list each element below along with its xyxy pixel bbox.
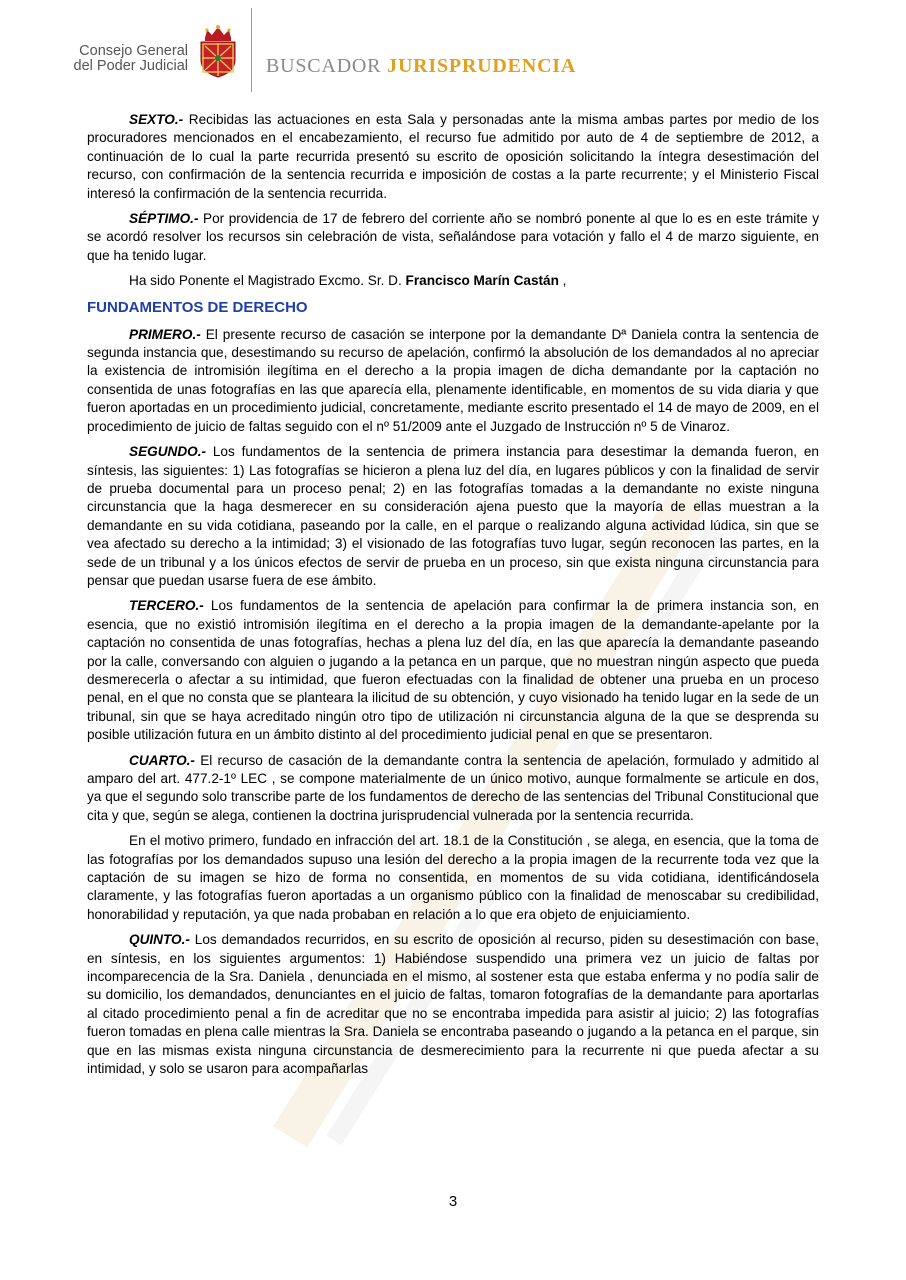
- fundamento-segundo: [87, 443, 819, 590]
- paragraph-text: Los demandados recurridos, en su escrito de oposición al recurso, piden su desestimación con base, en síntesis, en los siguientes argumentos: 1) Habiéndose suspendido una primera vez un juicio de faltas por incomparecencia de la Sra. Daniela , denunciada en el mismo, al sostener esta que estaba enferma y no podía salir de su domicilio, los demandados, denunciantes en el juicio de faltas, tomaron fotografías de la demandante para aportarlas al citado procedimiento penal a fin de acreditar que no se encontraba impedida para asistir al juicio; 2) las fotografías fueron tomadas en plena calle mientras la Sra. Daniela se encontraba paseando o jugando a la petanca en el parque, sin que en las mismas exista ninguna circunstancia de desmerecimiento para la recurrente ni que pueda afectar a su intimidad, y solo se usaron para acompañarlas: [87, 932, 819, 1077]
- fundamento-cuarto-motivo: [87, 832, 819, 924]
- org-line-1: Consejo General: [79, 43, 188, 59]
- cgpj-name: [62, 44, 188, 74]
- paragraph-label: SEXTO.-: [129, 112, 184, 127]
- paragraph-label: TERCERO.-: [129, 598, 204, 614]
- fundamento-quinto: [87, 931, 819, 1078]
- brand-buscador: BUSCADOR: [266, 55, 382, 77]
- navarra-crest-icon: [197, 24, 239, 78]
- paragraph-label: CUARTO.-: [129, 752, 195, 768]
- brand-jurisprudencia: JURISPRUDENCIA: [387, 55, 577, 77]
- paragraph-septimo: [87, 210, 819, 265]
- page-number: 3: [448, 1193, 458, 1210]
- paragraph-label: PRIMERO.-: [129, 326, 201, 342]
- paragraph-sexto: [87, 111, 819, 203]
- paragraph-text: El presente recurso de casación se interpone por la demandante Dª Daniela contra la sentencia de segunda instancia que, desestimando su recurso de apelación, confirmó la absolución de los demandados al no apreciar la existencia de intromisión ilegítima en el derecho a la propia imagen de dicha demandante por la captación no consentida de unas fotografías en las que aparecía ella, plenamente identificable, en momentos de su vida diaria y que fueron aportadas en un procedimiento judicial, concretamente, mediante escrito presentado el 14 de mayo de 2009, en el procedimiento de juicio de faltas seguido con el nº 51/2009 ante el Juzgado de Instrucción nº 5 de Vinaroz.: [87, 326, 819, 434]
- fundamento-cuarto: [87, 752, 819, 826]
- paragraph-text: El recurso de casación de la demandante contra la sentencia de apelación, formulado y admitido al amparo del art. 477.2-1º LEC , se compone materialmente de un único motivo, aunque formalmente se articule en dos, ya que el segundo solo transcribe parte de los fundamentos de derecho de las sentencias del Tribunal Constitucional que cita y que, según se alega, contienen la doctrina jurisprudencial vulnerada por la sentencia recurrida.: [87, 752, 819, 823]
- fundamento-tercero: [87, 597, 819, 744]
- header-divider: [251, 8, 252, 92]
- paragraph-text: Por providencia de 17 de febrero del corriente año se nombró ponente al que lo es en este trámite y se acordó resolver los recursos sin celebración de vista, señalándose para votación y fallo el 4 de marzo siguiente, en que ha tenido lugar.: [87, 211, 819, 263]
- fundamento-primero: [87, 326, 819, 436]
- page-header: [0, 0, 906, 100]
- document-body: [87, 111, 819, 1086]
- paragraph-text: Recibidas las actuaciones en esta Sala y personadas ante la misma ambas partes por medio de los procuradores mencionados en el encabezamiento, el recurso fue admitido por auto de 4 de septiembre de 2012, a continuación de lo cual la parte recurrida presentó su escrito de oposición solicitando la íntegra desestimación del recurso, con confirmación de la sentencia recurrida e imposición de costas a la parte recurrente; y el Ministerio Fiscal interesó la confirmación de la sentencia recurrida.: [87, 112, 819, 201]
- paragraph-label: SÉPTIMO.-: [129, 211, 199, 227]
- paragraph-text: Los fundamentos de la sentencia de primera instancia para desestimar la demanda fueron, en síntesis, las siguientes: 1) Las fotografías se hicieron a plena luz del día, en lugares públicos y con la finalidad de servir de prueba documental para un proceso penal; 2) en las fotografías tomadas a la demandante no existe ninguna circunstancia que la haga desmerecer en su consideración ajena puesto que la mayoría de ellas muestran a la demandante en su vida cotidiana, paseando por la calle, en el parque o realizando alguna actividad lúdica, sin que se vea afectado su derecho a la intimidad; 3) el visionado de las fotografías tuvo lugar, según reconocen las partes, en la sede de un tribunal y a los únicos efectos de servir de prueba en un proceso, sin que exista ninguna circunstancia para pensar que puedan usarse fuera de ese ámbito.: [87, 444, 819, 588]
- ponente-prefix: Ha sido Ponente el Magistrado Excmo. Sr. D.: [129, 273, 406, 289]
- ponente-suffix: ,: [558, 273, 567, 289]
- ponente-name: Francisco Marín Castán: [405, 273, 559, 289]
- paragraph-label: SEGUNDO.-: [129, 444, 207, 460]
- paragraph-label: QUINTO.-: [129, 932, 190, 948]
- buscador-brand: [266, 55, 576, 78]
- paragraph-text: En el motivo primero, fundado en infracción del art. 18.1 de la Constitución , se alega, en esencia, que la toma de las fotografías por los demandados supuso una lesión del derecho a la propia imagen de la recurrente toda vez que la captación de su imagen se hizo de forma no consentida, en momentos de su vida cotidiana, identificándosela claramente, y las fotografías fueron aportadas a un organismo público con la finalidad de menoscabar su credibilidad, honorabilidad y reputación, ya que nada probaban en relación a lo que era objeto de enjuiciamiento.: [87, 833, 819, 922]
- paragraph-text: Los fundamentos de la sentencia de apelación para confirmar la de primera instancia son, en esencia, que no existió intromisión ilegítima en el derecho a la propia imagen de la demandante-apelante por la captación no consentida de unas fotografías, hechas a plena luz del día, en las que aparecía la demandante paseando por la calle, conversando con alguien o jugando a la petanca en un parque, que no muestran ningún aspecto que pueda desmerecerla o afectar a su intimidad, que fueron efectuadas con la finalidad de obtener una prueba en un proceso penal, en el que no consta que se planteara la ilicitud de su obtención, y cuyo visionado ha tenido lugar en la sede de un tribunal, sin que se haya acreditado ningún otro tipo de utilización ni circunstancia alguna de la que se desprenda su posible utilización futura en un ámbito distinto al del procedimiento judicial penal en que se presentaron.: [87, 598, 819, 743]
- section-title: FUNDAMENTOS DE DERECHO: [87, 298, 308, 316]
- ponente-paragraph: [87, 272, 819, 290]
- org-line-2: del Poder Judicial: [73, 58, 188, 74]
